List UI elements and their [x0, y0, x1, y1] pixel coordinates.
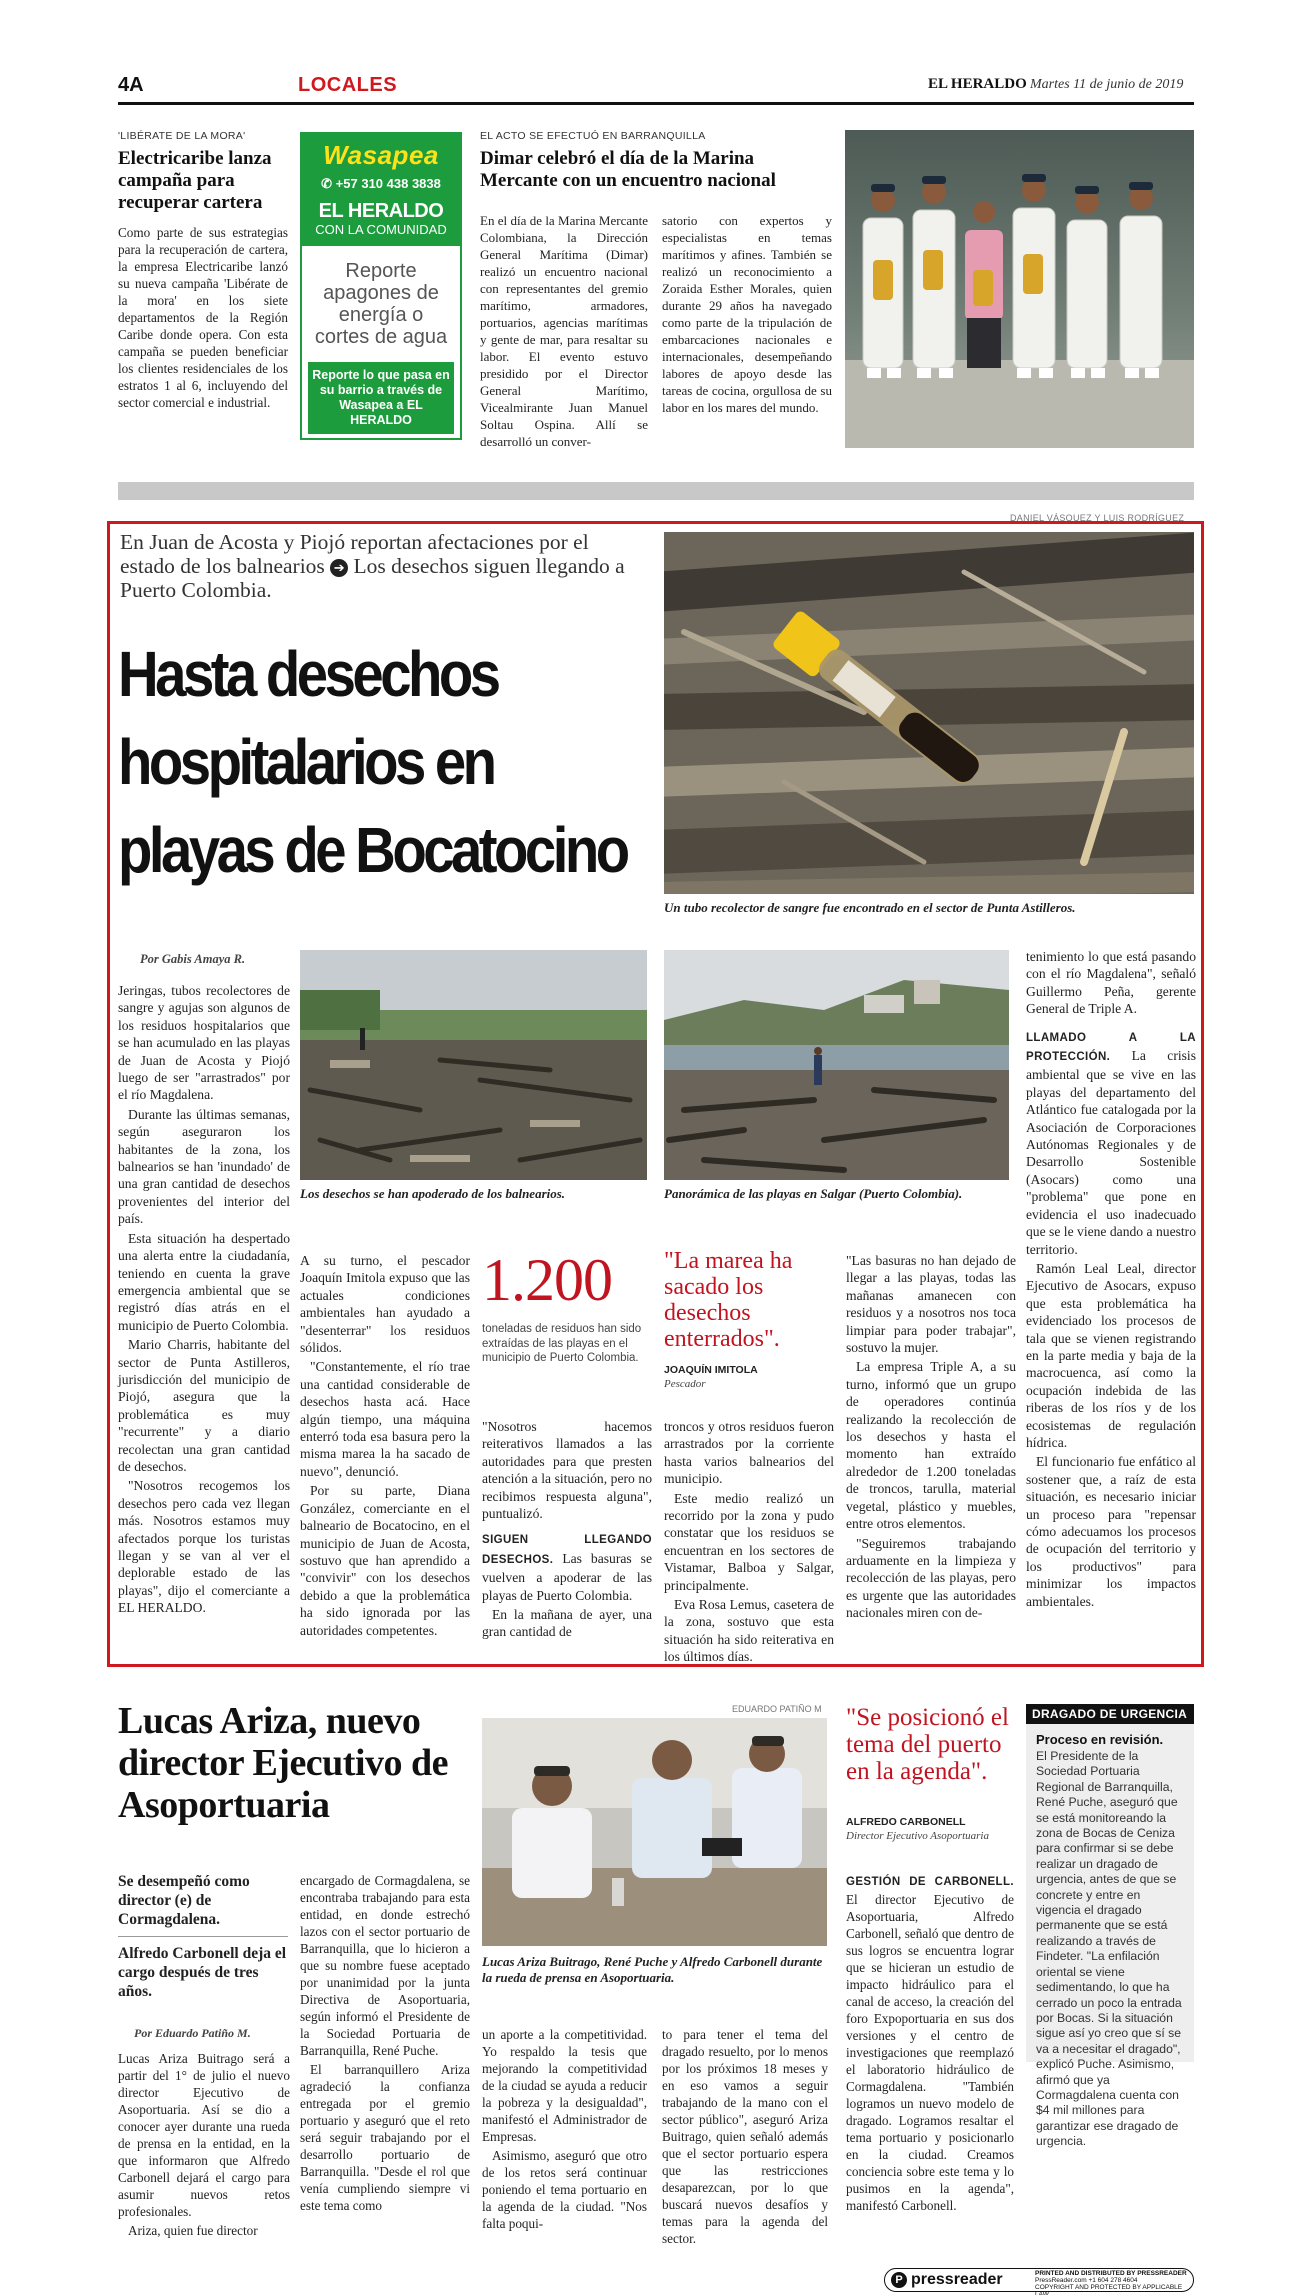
paragraph: [846, 1872, 1014, 2214]
lower-col-5: [846, 1872, 1014, 2216]
subhead: SIGUEN LLEGANDO DESECHOS.: [482, 1534, 652, 1566]
paragraph: Jeringas, tubos recolectores de sangre y agujas son algunos de los residuos hospitalarios que se han acumulado en las playas de Juan de Acosta y Piojó luego de ser "arrastrados" por el río Magdalena.: [118, 983, 290, 1103]
headline-line-3: playas de Bocatocino: [118, 814, 627, 886]
lower-col-1: [118, 2050, 290, 2241]
header-rule: [118, 102, 1194, 105]
paragraph: "Seguiremos trabajando arduamente en la limpieza y recolección de las playas, pero es urgente que las autoridades nacionales miren con de-: [846, 1535, 1016, 1621]
main-col-5: [846, 1252, 1016, 1624]
pull-quote: "La marea ha sacado los desechos enterrados".: [664, 1248, 793, 1352]
sidebar-inner: [1026, 1724, 1194, 2149]
paragraph: to para tener el tema del dragado resuelto, por lo menos por los próximos 18 meses y en eso vamos a seguir trabajando de la mano con el sector público", aseguró Ariza Buitrago, quien señaló además que el sector portuario espera que las restricciones desaparezcan, por lo que buscará nuevos desafíos y temas para la agenda del sector.: [662, 2027, 828, 2246]
arrow-right-icon: ➔: [330, 559, 348, 577]
lower-col-4: [662, 2026, 828, 2249]
main-col-4: [664, 1418, 834, 1668]
lower-sub-1: Se desempeñó como director (e) de Cormagdalena.: [118, 1873, 250, 1928]
lower-headline: Lucas Ariza, nuevo director Ejecutivo de Asoportuaria: [118, 1700, 449, 1826]
pressreader-logo-icon: P: [891, 2272, 907, 2288]
paragraph: "Constantemente, el río trae una cantidad considerable de desechos hasta acá. Hace algún tiempo, una máquina enterró toda esa basura pero la misma marea la ha sacado de nuevo", denunció.: [300, 1359, 470, 1479]
paragraph: troncos y otros residuos fueron arrastrados por la corriente hasta varios balnearios del municipio.: [664, 1419, 834, 1487]
paragraph: "Nosotros hacemos reiterativos llamados a las autoridades para que presten atención a la situación, pero no recibimos respuesta alguna", puntualizó.: [482, 1419, 652, 1522]
brief-dimar: [480, 130, 832, 192]
pressreader-line-3: COPYRIGHT AND PROTECTED BY APPLICABLE LAW: [1035, 2284, 1183, 2295]
paragraph: un aporte a la competitividad. Yo respaldo la tesis que mejorando la competitividad de la ciudad se ayuda a reducir la pobreza y la desigualdad", manifestó el Administrador de Empresas.: [482, 2027, 647, 2144]
quote-name: JOAQUÍN IMITOLA: [664, 1364, 758, 1376]
paragraph: Ariza, quien fue director: [128, 2223, 258, 2238]
main-byline: Por Gabis Amaya R.: [140, 952, 246, 966]
pressreader-lines: [1035, 2270, 1189, 2295]
paragraph: [1026, 1028, 1196, 1258]
subhead: GESTIÓN DE CARBONELL.: [846, 1876, 1014, 1888]
pressreader-line-2: PressReader.com +1 604 278 4604: [1035, 2277, 1138, 2284]
main-col-3: [482, 1418, 652, 1643]
quote-role: Pescador: [664, 1378, 706, 1390]
main-deck: [120, 530, 640, 602]
main-col-6: [1026, 948, 1196, 1612]
brief-dimar-col1: En el día de la Marina Mercante Colombiana, la Dirección General Marítima (Dimar) realizó un encuentro nacional con representantes del gremio marítimo, armadores, portuarios, agencias marítimas y gente de mar, para resaltar su labor. El evento estuvo presidido por el Director General Marítimo, Vicealmirante Juan Manuel Soltau Ospina. Allí se desarrolló un conver-: [480, 213, 648, 449]
paragraph: "Las basuras no han dejado de llegar a las playas, todas las mañanas amanecen con residuos y a nosotros nos toca limpiar para poder trabajar", sostuvo la mujer.: [846, 1253, 1016, 1356]
salgar-panorama-photo: [664, 950, 1009, 1180]
pressreader-footer: [884, 2268, 1194, 2295]
paragraph-text: Las basuras se vuelven a apoderar de las playas de Puerto Colombia.: [482, 1550, 652, 1603]
sidebar-body: El Presidente de la Sociedad Portuaria Regional de Barranquilla, René Puche, aseguró que se está monitoreando la zona de Bocas de Ceniza para confirmar si se debe realizar un dragado de urgencia, antes de que se concrete y entre en vigencia el dragado permanente que se está realizando a través de Findeter. "La enfilación oriental se viene sedimentando, lo que ha cerrado un poco la entrada por Bocas. Si la situación sigue así yo creo que sí se va a necesitar el dragado", explicó Puche. Asimismo, afirmó que ya Cormagdalena cuenta con $4 mil millones para garantizar ese dragado de urgencia.: [1036, 1749, 1182, 2149]
paragraph: tenimiento lo que está pasando con el río Magdalena", señaló Guillermo Peña, gerente General de Triple A.: [1026, 949, 1196, 1017]
lower-quote-name: ALFREDO CARBONELL: [846, 1816, 966, 1828]
caption-top: Un tubo recolector de sangre fue encontrado en el sector de Punta Astilleros.: [664, 900, 1076, 915]
page-date: Martes 11 de junio de 2019: [1030, 77, 1184, 92]
brief-title: Dimar celebró el día de la Marina Mercante con un encuentro nacional: [480, 148, 776, 191]
wasapea-brand: Wasapea: [323, 140, 439, 170]
paragraph: Durante las últimas semanas, según aseguraron los habitantes de la zona, los balnearios se han 'inundado' de una gran cantidad de desechos provenientes del interior del país.: [118, 1106, 290, 1227]
wasapea-line1: EL HERALDO: [318, 200, 444, 222]
paragraph: La empresa Triple A, a su turno, informó que un grupo de operadores continúa realizando la recolección de los desechos y hasta el momento han extraído alrededor de 1.200 toneladas de troncos, tarulla, material vegetal, plástico y muebles, entre otros elementos.: [846, 1359, 1016, 1532]
headline-line-1: Hasta desechos: [118, 638, 498, 710]
wasapea-ad: [300, 132, 462, 440]
deck-part-2: Los desechos siguen llegando a Puerto Colombia.: [120, 554, 625, 602]
caption-left: Los desechos se han apoderado de los balnearios.: [300, 1186, 566, 1201]
stat-number: 1.200: [482, 1247, 612, 1313]
photo-credit: DANIEL VÁSQUEZ Y LUIS RODRÍGUEZ: [1010, 513, 1185, 523]
section-name: LOCALES: [298, 74, 398, 96]
section-divider: [118, 482, 1194, 500]
pressreader-brand: pressreader: [911, 2271, 1003, 2288]
lower-photo-credit: EDUARDO PATIÑO M: [732, 1704, 822, 1714]
wasapea-report: Reporte apagones de energía o cortes de agua: [314, 260, 448, 348]
paragraph: Este medio realizó un recorrido por la zona y pudo constatar que los residuos se encuentran en los sectores de Vistamar, Balboa y Salgar, principalmente.: [664, 1490, 834, 1593]
paragraph: Eva Rosa Lemus, casetera de la zona, sostuvo que esta situación ha sido reiterativa en los últimos días.: [664, 1597, 834, 1665]
beach-debris-photo: [300, 950, 647, 1180]
paragraph: El barranquillero Ariza agradeció la confianza entregada por el gremio portuario y aseguró que el reto será seguir trabajando por el desarrollo portuario de Barranquilla. "Desde el rol que venía cumpliendo siempre vi este tema como: [300, 2062, 470, 2213]
wasapea-cta: Reporte lo que pasa en su barrio a través de Wasapea a EL HERALDO: [312, 368, 450, 427]
headline-line-2: hospitalarios en: [118, 726, 494, 798]
sidebar-box: [1026, 1704, 1194, 2149]
sidebar-title: DRAGADO DE URGENCIA: [1026, 1704, 1194, 1724]
pressreader-line-1: PRINTED AND DISTRIBUTED BY PRESSREADER: [1035, 2270, 1187, 2277]
blood-tube-photo: [664, 532, 1194, 894]
paragraph-text: El director Ejecutivo de Asoportuaria, Alfredo Carbonell, señaló que dentro de sus logros se encuentra lograr que se hicieran un estudio de impacto hidráulico para el canal de acceso, la creación del foro Expoportuaria en sus dos versiones y el centro de investigaciones que reemplazó el laboratorio hidráulico de Cormagdalena. "También logramos un nuevo modelo de dragado. Logramos resaltar el tema portuario y posicionarlo en la ciudad. Creamos conciencia sobre este tema y lo pusimos en la agenda", manifestó Carbonell.: [846, 1892, 1014, 2213]
lower-sub-2: Alfredo Carbonell deja el cargo después de tres años.: [118, 1945, 287, 2000]
paper-name: EL HERALDO: [928, 76, 1027, 92]
paragraph-text: La crisis ambiental que se vive en las playas del departamento del Atlántico fue catalogada por la Asociación de Corporaciones Autónomas Regionales y de Desarrollo Sostenible (Asocars) como una "problema" que pone en evidencia el uso inadecuado que se le viene dando a nuestro territorio.: [1026, 1048, 1196, 1257]
paragraph: encargado de Cormagdalena, se encontraba trabajando para esta entidad, en donde estrechó lazos con el sector portuario de Barranquilla, que lo hicieron a que su nombre fuese aceptado por unanimidad por la junta Directiva de Asoportuaria, según informó el Presidente de la Sociedad Portuaria de Barranquilla, René Puche.: [300, 1873, 470, 2058]
paragraph: Ramón Leal Leal, director Ejecutivo de Asocars, expuso que esta problemática ha evidenciado los procesos de tala que se vienen registrando en la parte media y baja de la macrocuenca, así como la ocupación indebida de las riberas de los ríos y de los ecosistemas de regulación hídrica.: [1026, 1260, 1196, 1450]
brief-title: Electricaribe lanza campaña para recuperar cartera: [118, 148, 272, 213]
caption-right: Panorámica de las playas en Salgar (Puerto Colombia).: [664, 1186, 963, 1201]
paragraph: Mario Charris, habitante del sector de Punta Astilleros, jurisdicción del municipio de Piojó, asegura que la problemática es muy "recurrente" y a diario recolectan una gran cantidad de desechos.: [118, 1337, 290, 1474]
lower-col-2: [300, 1872, 470, 2216]
paragraph: [482, 1530, 652, 1604]
lower-quote: "Se posicionó el tema del puerto en la agenda".: [846, 1704, 1009, 1785]
lower-quote-role: Director Ejecutivo Asoportuaria: [846, 1830, 989, 1842]
wasapea-line2: CON LA COMUNIDAD: [315, 222, 447, 237]
dimar-photo: [845, 130, 1194, 448]
brief-dimar-col2: satorio con expertos y especialistas en temas marítimos y afines. También se realizó un reconocimiento a Zoraida Esther Morales, quien durante 29 años ha navegado como parte de la tripulación de embarcaciones nacionales e internacionales, desempeñando labores de apoyo desde las tareas de cocina, orgullosa de su labor en los mares del mundo.: [662, 213, 832, 415]
brief-kicker: EL ACTO SE EFECTUÓ EN BARRANQUILLA: [480, 130, 706, 142]
sidebar-sub: Proceso en revisión.: [1036, 1732, 1164, 1747]
main-headline: [118, 630, 627, 894]
paragraph: Esta situación ha despertado una alerta entre la ciudadanía, teniendo en cuenta la grave emergencia ambiental que se registró días atrás en el municipio de Puerto Colombia.: [118, 1230, 290, 1333]
lower-sub-divider: [118, 1936, 288, 1937]
lower-caption: Lucas Ariza Buitrago, René Puche y Alfredo Carbonell durante la rueda de prensa en Asoportuaria.: [482, 1954, 823, 1985]
page-header: [118, 72, 1194, 104]
paragraph: El funcionario fue enfático al sostener que, a raíz de esta situación, es necesario iniciar un proceso para "repensar cómo adecuamos los procesos de ocupación del territorio y los productivos" para minimizar los impactos ambientales.: [1026, 1454, 1196, 1609]
brief-body: Como parte de sus estrategias para la recuperación de cartera, la empresa Electricaribe lanzó su nueva campaña 'Libérate de la mora' en los siete departamentos de la Región Caribe donde opera. Con esta campaña se pueden beneficiar los clientes residenciales de los estratos 1 al 6, incluyendo del sector comercial e industrial.: [118, 225, 288, 410]
brief-kicker: 'LIBÉRATE DE LA MORA': [118, 130, 246, 142]
wasapea-phone-row: [308, 176, 454, 192]
wasapea-phone: +57 310 438 3838: [335, 176, 441, 191]
subhead: LLAMADO A LA PROTECCIÓN.: [1026, 1031, 1196, 1064]
paragraph: A su turno, el pescador Joaquín Imitola expuso que las actuales condiciones ambientales han ayudado a "desenterrar" los residuos sólidos.: [300, 1253, 470, 1356]
press-conference-photo: [482, 1718, 827, 1946]
phone-icon: ✆: [321, 176, 333, 191]
lower-byline: Por Eduardo Patiño M.: [134, 2026, 251, 2040]
stat-text: toneladas de residuos han sido extraídas de las playas en el municipio de Puerto Colombia.: [482, 1323, 642, 1364]
main-col-1: [118, 982, 290, 1619]
paragraph: Asimismo, aseguró que otro de los retos será continuar poniendo el tema portuario en la agenda de la ciudad. "Nos falta poqui-: [482, 2148, 647, 2231]
brief-electricaribe: [118, 130, 288, 411]
paragraph: Por su parte, Diana González, comerciante en el balneario de Bocatocino, en el municipio de Juan de Acosta, sostuvo que han aprendido a "convivir" con los desechos debido a que la problemática ha sido ignorada por las autoridades competentes.: [300, 1483, 470, 1638]
deck-part-1: En Juan de Acosta y Piojó reportan afectaciones por el estado de los balnearios: [120, 530, 589, 578]
paragraph: En la mañana de ayer, una gran cantidad de: [482, 1607, 652, 1640]
page-number: 4A: [118, 74, 144, 96]
paragraph: "Nosotros recogemos los desechos pero cada vez llegan más. Nosotros estamos muy afectados porque los turistas llegan y se van al ver el deplorable estado de las playas", dijo el comerciante a EL HERALDO.: [118, 1478, 290, 1616]
lower-col-3: [482, 2026, 647, 2234]
main-col-2: [300, 1252, 470, 1641]
paragraph: Lucas Ariza Buitrago será a partir del 1° de julio el nuevo director Ejecutivo de Asoportuaria. Así se dio a conocer ayer durante una rueda de prensa en la entidad, en la que informaron que Alfredo Carbonell dejará el cargo para asumir nuevos retos profesionales.: [118, 2051, 290, 2219]
